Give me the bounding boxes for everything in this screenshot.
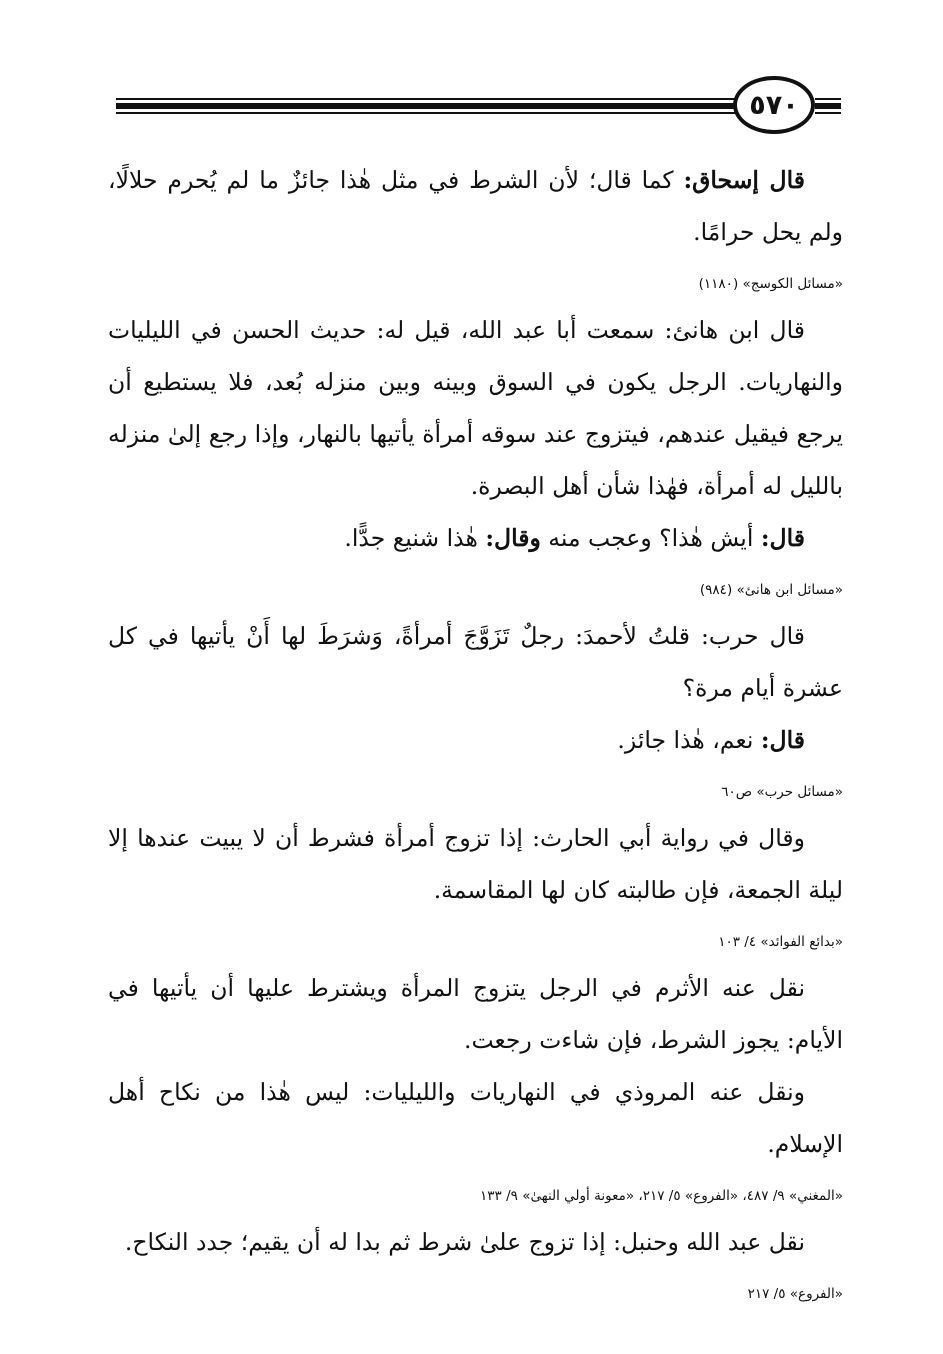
header-rule	[815, 103, 841, 109]
paragraph	[108, 1216, 843, 1268]
speaker-label: قال:	[760, 524, 805, 552]
source-citation: «مسائل ابن هانئ» (٩٨٤)	[699, 582, 843, 598]
header-rule	[116, 112, 736, 114]
paragraph-text: وقال في رواية أبي الحارث: إذا تزوج أمرأة فشرط أن لا يبيت عندها إلا ليلة الجمعة، فإن طالبته كان لها المقاسمة.	[108, 824, 843, 904]
paragraph-text: هٰذا شنيع جدًّا.	[344, 524, 486, 552]
paragraph-text: أيش هٰذا؟ وعجب منه	[540, 524, 761, 552]
paragraph-text: كما قال؛ لأن الشرط في مثل هٰذا جائزٌ ما لم يُحرم حلالًا، ولم يحل حرامًا.	[108, 166, 843, 246]
paragraph-text: نقل عبد الله وحنبل: إذا تزوج علىٰ شرط ثم بدا له أن يقيم؛ جدد النكاح.	[124, 1228, 805, 1256]
source-citation: «المغني» ٩/ ٤٨٧، «الفروع» ٥/ ٢١٧، «معونة أولي النهىٰ» ٩/ ١٣٣	[480, 1188, 843, 1204]
header-rule	[815, 98, 841, 100]
page-body	[108, 150, 843, 1314]
header-rule	[116, 98, 736, 100]
speaker-label: قال:	[760, 726, 805, 754]
paragraph	[108, 610, 843, 714]
paragraph-text: نعم، هٰذا جائز.	[617, 726, 761, 754]
paragraph	[108, 962, 843, 1066]
paragraph-text: قال حرب: قلتُ لأحمدَ: رجلٌ تَزَوَّجَ أمرأةً، وَشرَطَ لها أَنْ يأتيها في كل عشرة أيام مرة؟	[108, 622, 843, 702]
paragraph	[108, 304, 843, 512]
source-citation: «بدائع الفوائد» ٤/ ١٠٣	[718, 934, 843, 950]
paragraph-text: نقل عنه الأثرم في الرجل يتزوج المرأة ويشترط عليها أن يأتيها في الأيام: يجوز الشرط، فإن شاءت رجعت.	[108, 974, 843, 1054]
paragraph	[108, 812, 843, 916]
speaker-label: قال إسحاق:	[683, 166, 805, 194]
paragraph-text: قال ابن هانئ: سمعت أبا عبد الله، قيل له: حديث الحسن في الليليات والنهاريات. الرجل يكون في السوق وبينه وبين منزله بُعد، فلا يستطيع أن يرجع فيقيل عندهم، فيتزوج عند سوقه أمرأة يأتيها بالنهار، وإذا رجع إلىٰ منزله بالليل له أمرأة، فهٰذا شأن أهل البصرة.	[108, 316, 843, 500]
source-citation: «مسائل حرب» ص٦٠	[721, 784, 843, 800]
source-citation: «مسائل الكوسج» (١١٨٠)	[698, 276, 843, 292]
source-citation: «الفروع» ٥/ ٢١٧	[747, 1286, 843, 1302]
paragraph	[108, 1066, 843, 1170]
paragraph	[108, 512, 843, 564]
paragraph-text: ونقل عنه المروذي في النهاريات والليليات: ليس هٰذا من نكاح أهل الإسلام.	[108, 1078, 843, 1158]
speaker-label: وقال:	[485, 524, 541, 552]
paragraph	[108, 714, 843, 766]
header-rule	[815, 112, 841, 114]
page-number: ٥٧٠	[733, 76, 815, 134]
header-rule	[116, 103, 736, 109]
paragraph	[108, 154, 843, 258]
